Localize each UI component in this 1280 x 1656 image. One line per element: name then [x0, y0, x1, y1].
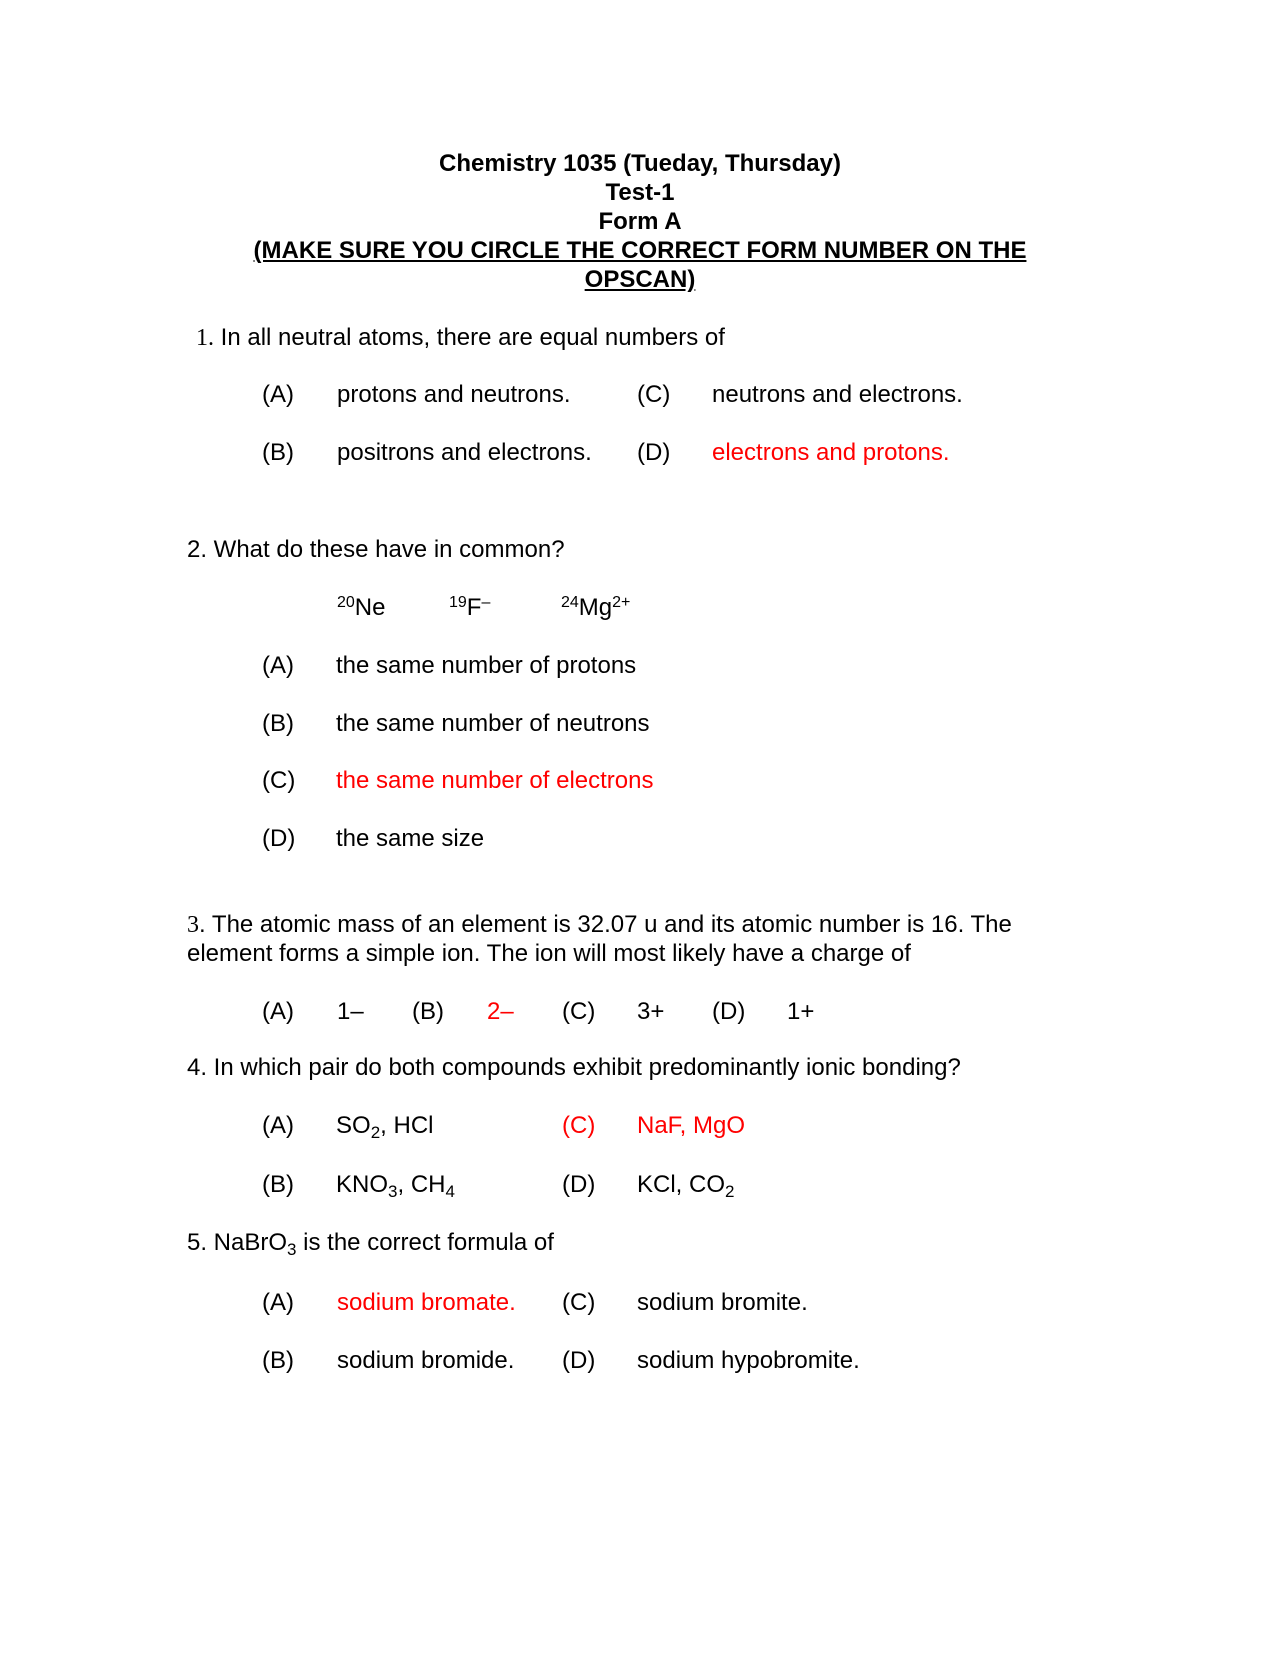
- opscan-notice-line2: OPSCAN): [584, 266, 696, 293]
- q3-option-a-text: 1–: [337, 998, 364, 1025]
- q1-option-c-label: (C): [637, 381, 671, 408]
- species-ne-symbol: Ne: [354, 594, 386, 621]
- question-4-text: 4. In which pair do both compounds exhibit predominantly ionic bonding?: [187, 1054, 961, 1081]
- q2-option-d-text: the same size: [336, 825, 485, 852]
- q4-b-part1: KNO: [336, 1171, 389, 1198]
- question-2-text: 2. What do these have in common?: [187, 536, 565, 563]
- q2-option-b-text: the same number of neutrons: [336, 710, 650, 737]
- question-3-line2: element forms a simple ion. The ion will most likely have a charge of: [187, 940, 911, 967]
- q4-option-b-text: [336, 1171, 455, 1199]
- q4-b-sub1: 3: [388, 1182, 398, 1201]
- q3-option-c-label: (C): [562, 998, 596, 1025]
- q5-option-d-text: sodium hypobromite.: [637, 1347, 860, 1374]
- q1-option-a-text: protons and neutrons.: [337, 381, 571, 408]
- q4-a-part1: SO: [336, 1112, 371, 1139]
- course-title: Chemistry 1035 (Tueday, Thursday): [439, 150, 841, 177]
- q3-option-d-label: (D): [712, 998, 746, 1025]
- test-title: Test-1: [605, 179, 675, 206]
- q1-option-d-label: (D): [637, 439, 671, 466]
- question-3-number: 3: [187, 912, 199, 938]
- q2-option-b-label: (B): [262, 710, 294, 737]
- species-ne-mass: 20: [337, 594, 355, 611]
- q4-b-sub2: 4: [445, 1182, 455, 1201]
- question-3-line1: [187, 911, 1012, 939]
- question-3-text-line1: . The atomic mass of an element is 32.07 u and its atomic number is 16. The: [199, 911, 1012, 938]
- question-1: [196, 324, 725, 352]
- form-title: Form A: [598, 208, 682, 235]
- species-mg-ion: [561, 594, 630, 622]
- q5-option-c-text: sodium bromite.: [637, 1289, 808, 1316]
- question-5-sub: 3: [287, 1240, 297, 1259]
- species-ne: [337, 594, 385, 622]
- q4-d-part1: KCl, CO: [637, 1171, 726, 1198]
- q5-option-a-text-answer: sodium bromate.: [337, 1289, 516, 1316]
- q3-option-b-text-answer: 2–: [487, 998, 514, 1025]
- q1-option-b-label: (B): [262, 439, 294, 466]
- q4-option-a-label: (A): [262, 1112, 294, 1139]
- q3-option-b-label: (B): [412, 998, 444, 1025]
- q5-option-b-text: sodium bromide.: [337, 1347, 515, 1374]
- species-f-symbol: F: [466, 594, 482, 621]
- q1-option-b-text: positrons and electrons.: [337, 439, 592, 466]
- q1-option-c-text: neutrons and electrons.: [712, 381, 963, 408]
- species-f-mass: 19: [449, 594, 467, 611]
- species-mg-charge: 2+: [612, 594, 631, 611]
- q4-d-sub1: 2: [725, 1182, 735, 1201]
- q4-option-a-text: [336, 1112, 434, 1140]
- q4-option-d-text: [637, 1171, 734, 1199]
- q1-option-a-label: (A): [262, 381, 294, 408]
- q4-a-part2: , HCl: [380, 1112, 434, 1139]
- q2-option-c-label: (C): [262, 767, 296, 794]
- q4-option-c-text-answer: NaF, MgO: [637, 1112, 746, 1139]
- species-f-ion: [449, 594, 490, 622]
- q1-option-d-text-answer: electrons and protons.: [712, 439, 950, 466]
- species-mg-symbol: Mg: [578, 594, 613, 621]
- species-mg-mass: 24: [561, 594, 579, 611]
- q4-option-c-label-answer: (C): [562, 1112, 596, 1139]
- q5-option-d-label: (D): [562, 1347, 596, 1374]
- opscan-notice-line1: (MAKE SURE YOU CIRCLE THE CORRECT FORM NUMBER ON THE: [253, 237, 1027, 264]
- question-5-post: is the correct formula of: [296, 1229, 554, 1256]
- q2-option-a-text: the same number of protons: [336, 652, 637, 679]
- question-1-text: In all neutral atoms, there are equal numbers of: [214, 324, 725, 351]
- q4-a-sub1: 2: [370, 1123, 381, 1142]
- question-1-number: 1.: [196, 325, 214, 351]
- q5-option-c-label: (C): [562, 1289, 596, 1316]
- q4-b-part2: , CH: [397, 1171, 446, 1198]
- q3-option-a-label: (A): [262, 998, 294, 1025]
- q3-option-c-text: 3+: [637, 998, 665, 1025]
- q5-option-a-label: (A): [262, 1289, 294, 1316]
- q4-option-d-label: (D): [562, 1171, 596, 1198]
- q3-option-d-text: 1+: [787, 998, 815, 1025]
- q4-option-b-label: (B): [262, 1171, 294, 1198]
- q2-option-d-label: (D): [262, 825, 296, 852]
- q2-option-c-text-answer: the same number of electrons: [336, 767, 654, 794]
- question-5-text: [187, 1229, 554, 1257]
- q5-option-b-label: (B): [262, 1347, 294, 1374]
- species-f-charge: –: [481, 594, 491, 611]
- question-5-pre: 5. NaBrO: [187, 1229, 288, 1256]
- q2-option-a-label: (A): [262, 652, 294, 679]
